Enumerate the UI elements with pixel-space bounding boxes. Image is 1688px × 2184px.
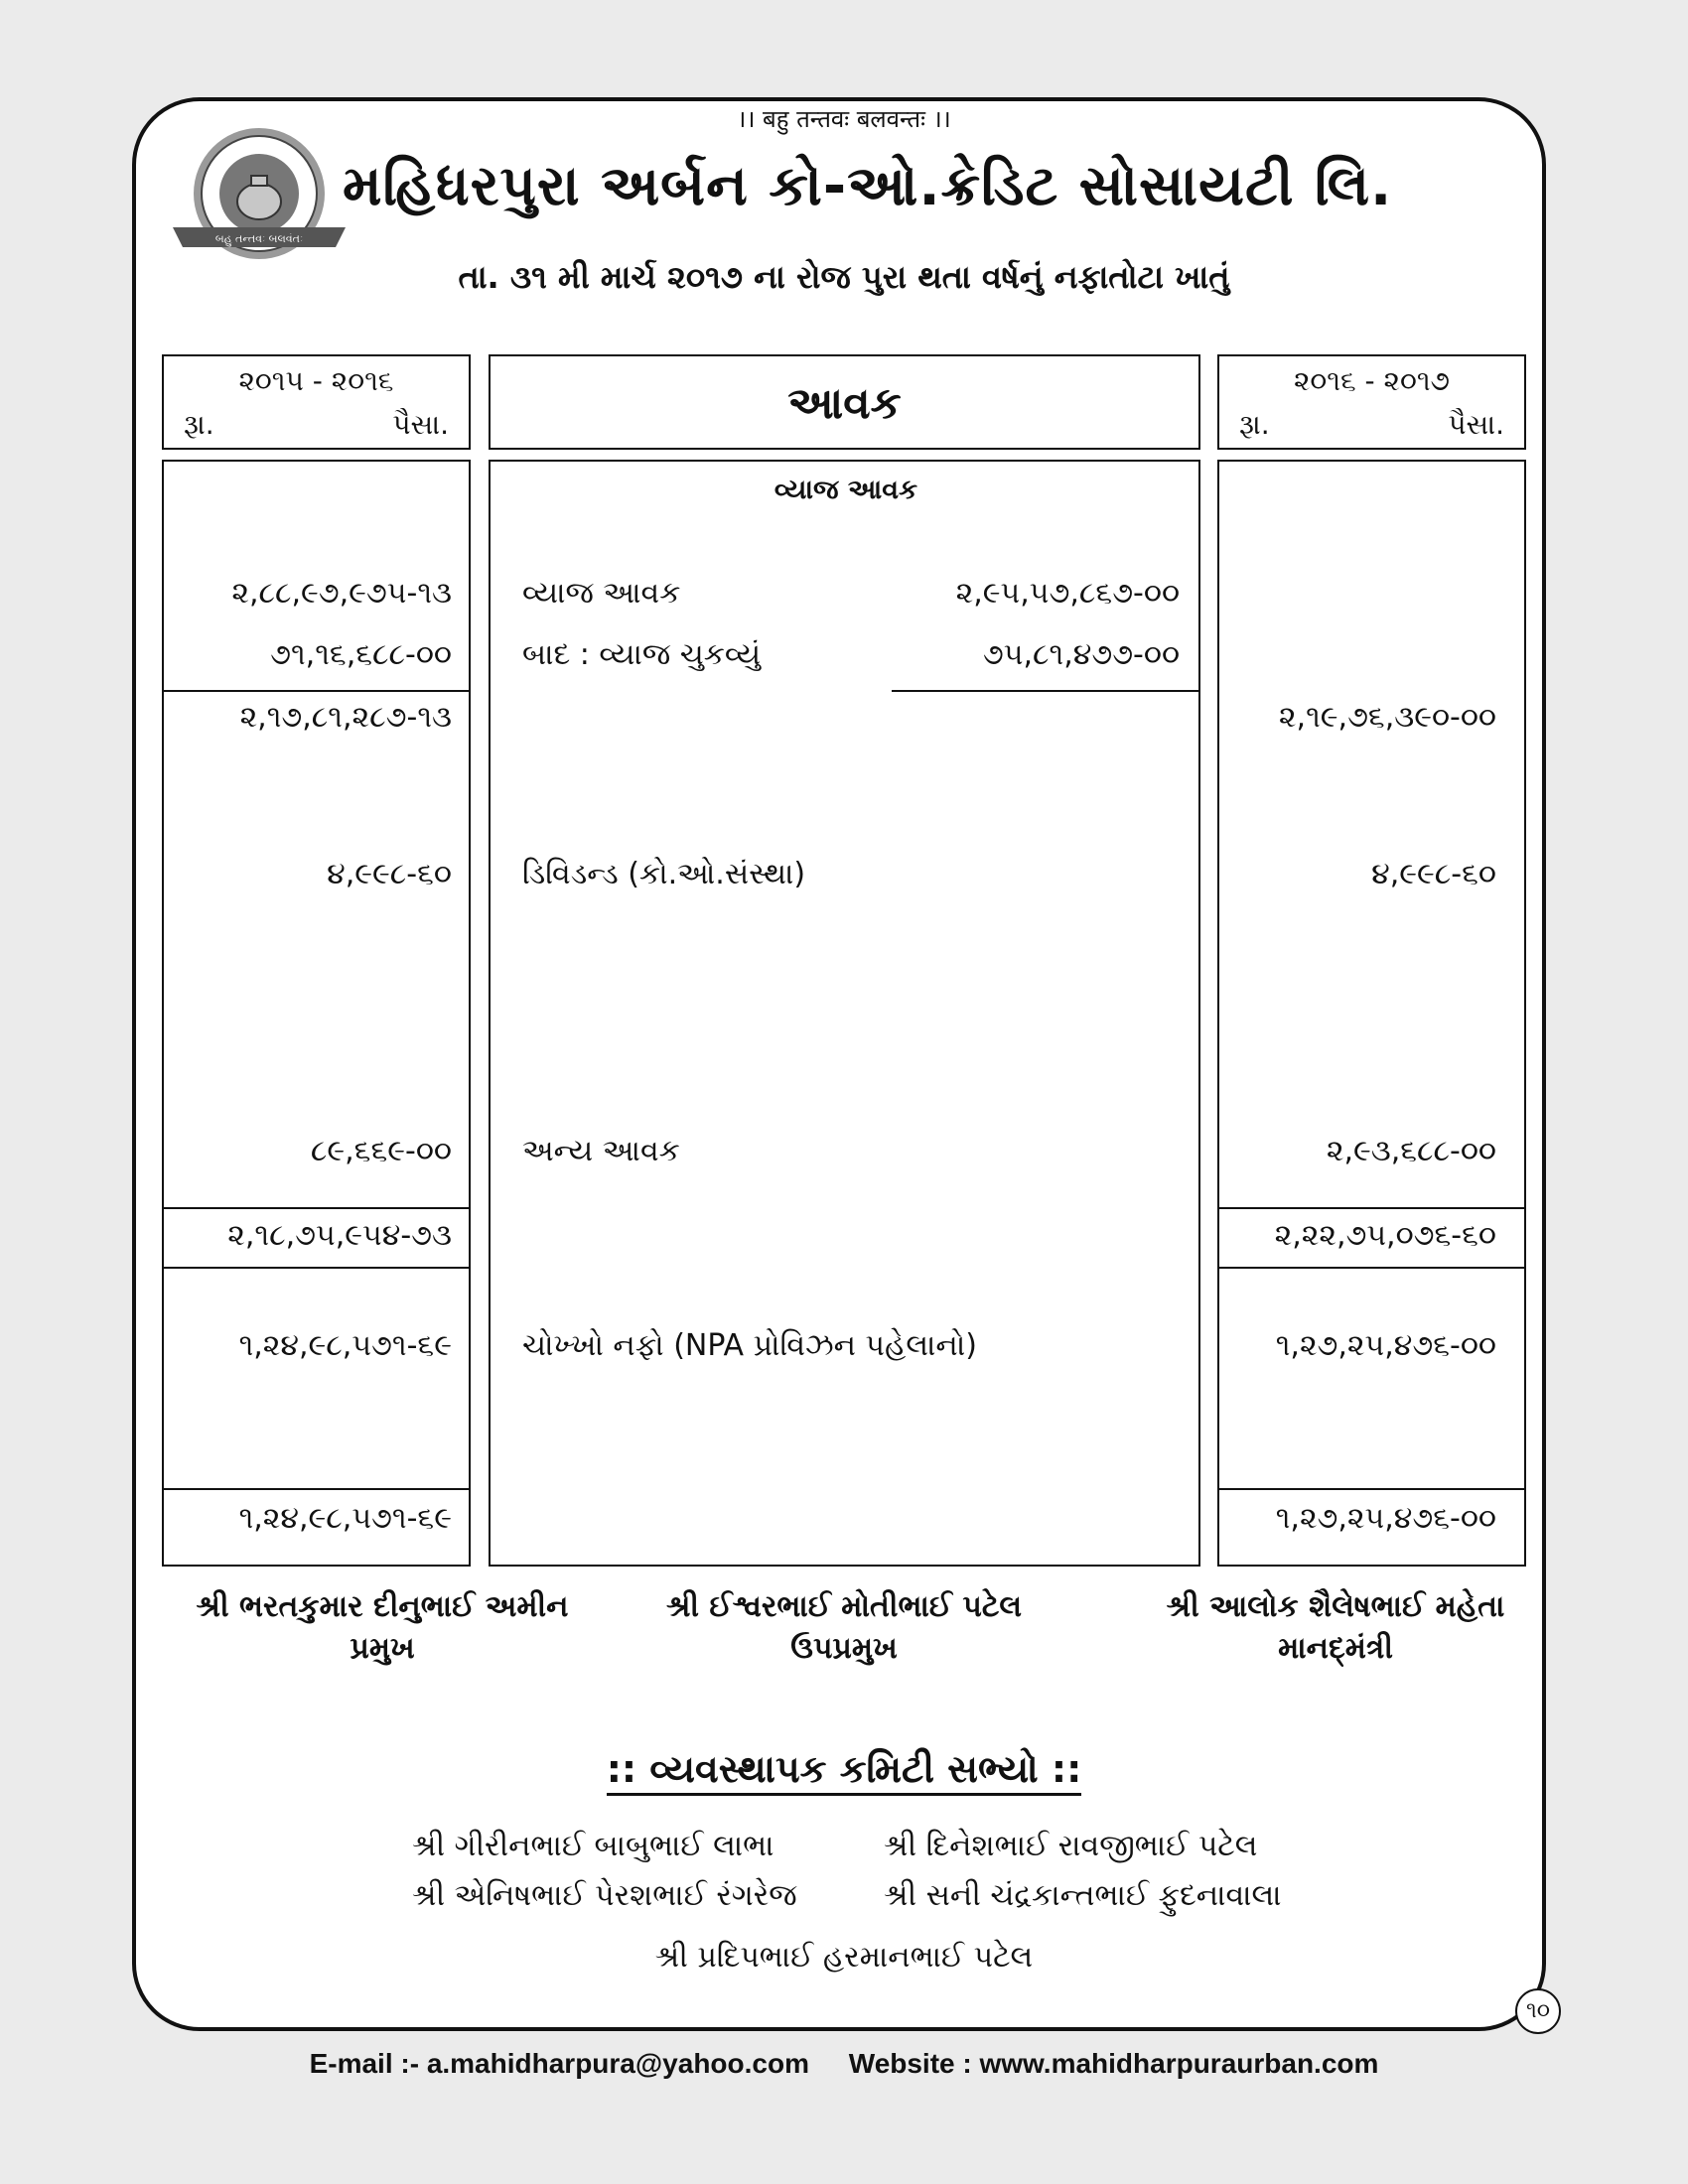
interest-income-label: વ્યાજ આવક <box>522 576 681 611</box>
signatory-name: શ્રી ઈશ્વરભાઈ મોતીભાઈ પટેલ <box>665 1589 1023 1624</box>
committee-member: શ્રી એનિષભાઈ પેરશભાઈ રંગરેજ <box>412 1878 797 1913</box>
other-income-label: અન્ય આવક <box>522 1134 680 1168</box>
curr-dividend: ૪,૯૯૮-૬૦ <box>1371 857 1496 891</box>
interest-income-amount: ૨,૯૫,૫૭,૮૬૭-૦૦ <box>955 576 1180 611</box>
income-header <box>489 354 1200 450</box>
footer <box>0 2048 1688 2080</box>
rs-label: રૂા. <box>184 408 214 441</box>
prev-net-profit: ૧,૨૪,૯૮,૫૭૧-૬૯ <box>238 1328 452 1363</box>
separator <box>1217 1488 1526 1490</box>
motto: ।। बहु तन्तवः बलवन्तः ।। <box>737 105 951 133</box>
net-profit-label: ચોખ્ખો નફો (NPA પ્રોવિઝન પહેલાનો) <box>522 1328 977 1363</box>
organization-name: મહિધરપુરા અર્બન કો-ઓ.ક્રેડિટ સોસાયટી લિ. <box>343 154 1393 218</box>
signatory-name: શ્રી આલોક શૈલેષભાઈ મહેતા <box>1166 1589 1505 1624</box>
prev-total: ૧,૨૪,૯૮,૫૭૧-૬૯ <box>238 1501 452 1536</box>
interest-paid-label: બાદ : વ્યાજ ચુકવ્યું <box>522 637 762 672</box>
prev-interest-paid: ૭૧,૧૬,૬૮૮-૦૦ <box>270 637 452 672</box>
curr-year-label: ૨૦૧૬ - ૨૦૧૭ <box>1293 364 1451 397</box>
curr-total: ૧,૨૭,૨૫,૪૭૬-૦૦ <box>1275 1501 1496 1536</box>
interest-paid-amount: ૭૫,૮૧,૪૭૭-૦૦ <box>982 637 1180 672</box>
ps-label: પૈસા. <box>392 408 449 441</box>
prev-other-income: ૮૯,૬૬૯-૦૦ <box>310 1134 452 1168</box>
prev-subtotal: ૨,૧૮,૭૫,૯૫૪-૭૩ <box>227 1218 452 1253</box>
prev-year-header <box>162 354 471 450</box>
dividend-label: ડિવિડન્ડ (કો.ઓ.સંસ્થા) <box>522 857 806 891</box>
income-title: આવક <box>787 378 902 429</box>
interest-income-subheading: વ્યાજ આવક <box>774 475 918 505</box>
curr-net-profit: ૧,૨૭,૨૫,૪૭૬-૦૦ <box>1275 1328 1496 1363</box>
footer-website: Website : www.mahidharpuraurban.com <box>848 2048 1379 2079</box>
committee-member: શ્રી ગીરીનભાઈ બાબુભાઈ લાભા <box>412 1829 774 1863</box>
statement-title: તા. ૩૧ મી માર્ચ ૨૦૧૭ ના રોજ પુરા થતા વર્ષનું નફાતોટા ખાતું <box>458 258 1230 296</box>
committee-title-text: :: વ્યવસ્થાપક કમિટી સભ્યો :: <box>607 1747 1082 1796</box>
committee-member: શ્રી પ્રદિપભાઈ હરમાનભાઈ પટેલ <box>654 1940 1034 1975</box>
signatory-president <box>149 1586 616 1670</box>
prev-year-label: ૨૦૧૫ - ૨૦૧૬ <box>238 364 394 397</box>
signatory-role: પ્રમુખ <box>350 1631 415 1666</box>
prev-interest-income: ૨,૮૮,૯૭,૯૭૫-૧૩ <box>231 576 452 611</box>
rs-label: રૂા. <box>1239 408 1270 441</box>
curr-subtotal: ૨,૨૨,૭૫,૦૭૬-૬૦ <box>1274 1218 1496 1253</box>
committee-member: શ્રી દિનેશભાઈ રાવજીભાઈ પટેલ <box>884 1829 1258 1863</box>
curr-year-column <box>1217 460 1526 1567</box>
prev-net-interest: ૨,૧૭,૮૧,૨૮૭-૧૩ <box>239 700 452 735</box>
signatory-name: શ્રી ભરતકુમાર દીનુભાઈ અમીન <box>196 1589 569 1624</box>
page-number: ૧૦ <box>1515 1988 1561 2034</box>
signatory-secretary <box>1102 1586 1569 1670</box>
prev-year-column <box>162 460 471 1567</box>
signatory-role: ઉપપ્રમુખ <box>790 1631 898 1666</box>
seal-text: બહુ તન્તવઃ બલવંતઃ <box>214 232 304 245</box>
separator <box>162 1207 471 1209</box>
society-seal-logo <box>167 124 352 273</box>
curr-year-header <box>1217 354 1526 450</box>
subtraction-line <box>892 690 1199 692</box>
committee-title <box>0 1747 1688 1792</box>
separator <box>162 1488 471 1490</box>
signatory-role: માનદ્‌મંત્રી <box>1278 1631 1393 1666</box>
particulars-column <box>489 460 1200 1567</box>
curr-net-interest: ૨,૧૯,૭૬,૩૯૦-૦૦ <box>1278 700 1496 735</box>
footer-email: E-mail :- a.mahidharpura@yahoo.com <box>309 2048 809 2079</box>
committee-member: શ્રી સની ચંદ્રકાન્તભાઈ ફુદનાવાલા <box>884 1878 1282 1913</box>
separator <box>1217 1207 1526 1209</box>
ps-label: પૈસા. <box>1448 408 1504 441</box>
separator <box>162 690 471 692</box>
curr-other-income: ૨,૯૩,૬૮૮-૦૦ <box>1326 1134 1496 1168</box>
signatory-vice-president <box>611 1586 1077 1670</box>
prev-dividend: ૪,૯૯૮-૬૦ <box>327 857 452 891</box>
separator <box>1217 1267 1526 1269</box>
separator <box>162 1267 471 1269</box>
